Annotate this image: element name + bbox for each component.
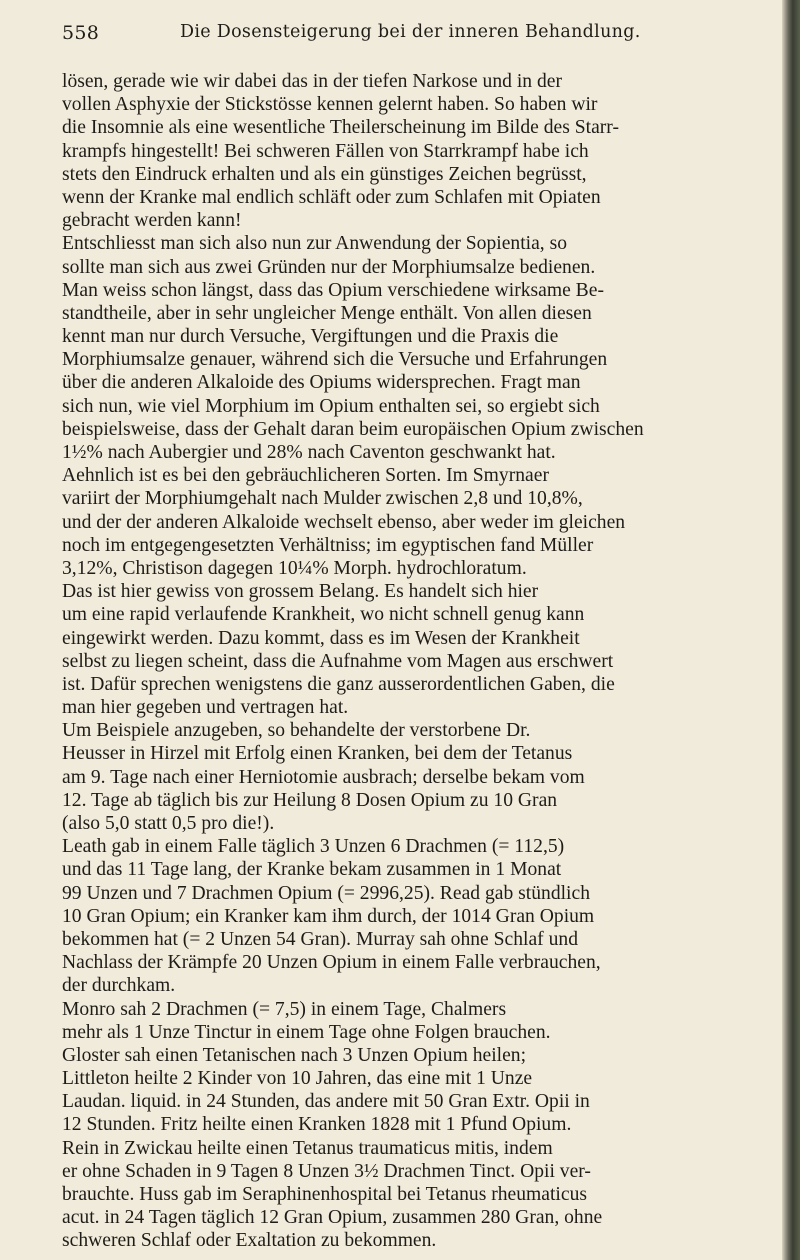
text-line: (also 5,0 statt 0,5 pro die!). [62,813,275,834]
text-line: er ohne Schaden in 9 Tagen 8 Unzen 3½ Drachmen Tinct. Opii ver- [62,1160,591,1182]
text-line: Morphiumsalze genauer, während sich die Versuche und Erfahrungen [62,349,608,371]
text-line: 1½% nach Aubergier und 28% nach Caventon geschwankt hat. [62,442,556,463]
text-line: 12 Stunden. Fritz heilte einen Kranken 1828 mit 1 Pfund Opium. [62,1114,572,1136]
text-line: beispielsweise, dass der Gehalt daran beim europäischen Opium zwischen [62,418,644,440]
text-line: Um Beispiele anzugeben, so behandelte der verstorbene Dr. [62,720,531,742]
text-line: mehr als 1 Unze Tinctur in einem Tage ohne Folgen brauchen. [62,1021,551,1043]
text-line: 12. Tage ab täglich bis zur Heilung 8 Dosen Opium zu 10 Gran [62,789,558,811]
text-line: Monro sah 2 Drachmen (= 7,5) in einem Tage, Chalmers [62,998,507,1020]
text-line: schweren Schlaf oder Exaltation zu bekommen. [62,1230,437,1252]
page-number: 558 [62,22,100,44]
text-line: Aehnlich ist es bei den gebräuchlicheren Sorten. Im Smyrnaer [62,465,549,487]
text-line: Leath gab in einem Falle täglich 3 Unzen 6 Drachmen (= 112,5) [62,836,565,858]
text-line: um eine rapid verlaufende Krankheit, wo nicht schnell genug kann [62,604,585,626]
text-line: Nachlass der Krämpfe 20 Unzen Opium in einem Falle verbrauchen, [62,952,601,974]
text-line: noch im entgegengesetzten Verhältniss; im egyptischen fand Müller [62,534,594,556]
text-line: brauchte. Huss gab im Seraphinenhospital bei Tetanus rheumaticus [62,1184,587,1205]
text-line: krampfs hingestellt! Bei schweren Fällen von Starrkrampf habe ich [62,140,589,162]
page-edge-shadow [782,0,800,1260]
running-title: Die Dosensteigerung bei der inneren Behandlung. [180,22,641,42]
text-line: eingewirkt werden. Dazu kommt, dass es im Wesen der Krankheit [62,627,580,649]
text-line: stets den Eindruck erhalten und als ein günstiges Zeichen begrüsst, [62,163,587,185]
text-line: über die anderen Alkaloide des Opiums widersprechen. Fragt man [62,372,581,394]
body-text [62,70,777,1253]
text-line: 99 Unzen und 7 Drachmen Opium (= 2996,25). Read gab stündlich [62,882,590,904]
text-line: 10 Gran Opium; ein Kranker kam ihm durch, der 1014 Gran Opium [62,905,595,927]
text-line: Littleton heilte 2 Kinder von 10 Jahren, das eine mit 1 Unze [62,1068,533,1090]
text-line: Laudan. liquid. in 24 Stunden, das andere mit 50 Gran Extr. Opii in [62,1091,590,1113]
text-line: Rein in Zwickau heilte einen Tetanus traumaticus mitis, indem [62,1137,553,1159]
text-line: Entschliesst man sich also nun zur Anwendung der Sopientia, so [62,233,568,255]
text-line: und der der anderen Alkaloide wechselt ebenso, aber weder im gleichen [62,511,626,533]
text-line: man hier gegeben und vertragen hat. [62,697,349,719]
text-line: selbst zu liegen scheint, dass die Aufnahme vom Magen aus erschwert [62,650,614,672]
text-line: Gloster sah einen Tetanischen nach 3 Unzen Opium heilen; [62,1044,527,1066]
text-line: der durchkam. [62,975,176,997]
text-line: acut. in 24 Tagen täglich 12 Gran Opium, zusammen 280 Gran, ohne [62,1207,603,1229]
text-line: bekommen hat (= 2 Unzen 54 Gran). Murray sah ohne Schlaf und [62,928,578,950]
text-line: ist. Dafür sprechen wenigstens die ganz ausserordentlichen Gaben, die [62,673,615,695]
text-line: sollte man sich aus zwei Gründen nur der Morphiumsalze bedienen. [62,256,596,278]
text-line: sich nun, wie viel Morphium im Opium enthalten sei, so ergiebt sich [62,395,600,417]
text-line: am 9. Tage nach einer Herniotomie ausbrach; derselbe bekam vom [62,766,585,788]
text-line: kennt man nur durch Versuche, Vergiftungen und die Praxis die [62,326,559,348]
text-line: variirt der Morphiumgehalt nach Mulder zwischen 2,8 und 10,8%, [62,488,583,510]
text-line: Heusser in Hirzel mit Erfolg einen Kranken, bei dem der Tetanus [62,743,573,765]
text-line: gebracht werden kann! [62,210,242,232]
text-line: Man weiss schon längst, dass das Opium verschiedene wirksame Be- [62,279,604,301]
text-line: und das 11 Tage lang, der Kranke bekam zusammen in 1 Monat [62,859,562,881]
text-line: standtheile, aber in sehr ungleicher Menge enthält. Von allen diesen [62,302,592,324]
text-line: die Insomnie als eine wesentliche Theilerscheinung im Bilde des Starr- [62,117,619,139]
text-line: Das ist hier gewiss von grossem Belang. Es handelt sich hier [62,581,539,603]
text-line: vollen Asphyxie der Stickstösse kennen gelernt haben. So haben wir [62,94,598,116]
running-header [62,22,752,50]
text-line: 3,12%, Christison dagegen 10¼% Morph. hydrochloratum. [62,557,527,579]
text-line: lösen, gerade wie wir dabei das in der tiefen Narkose und in der [62,71,563,92]
text-line: wenn der Kranke mal endlich schläft oder zum Schlafen mit Opiaten [62,186,601,208]
